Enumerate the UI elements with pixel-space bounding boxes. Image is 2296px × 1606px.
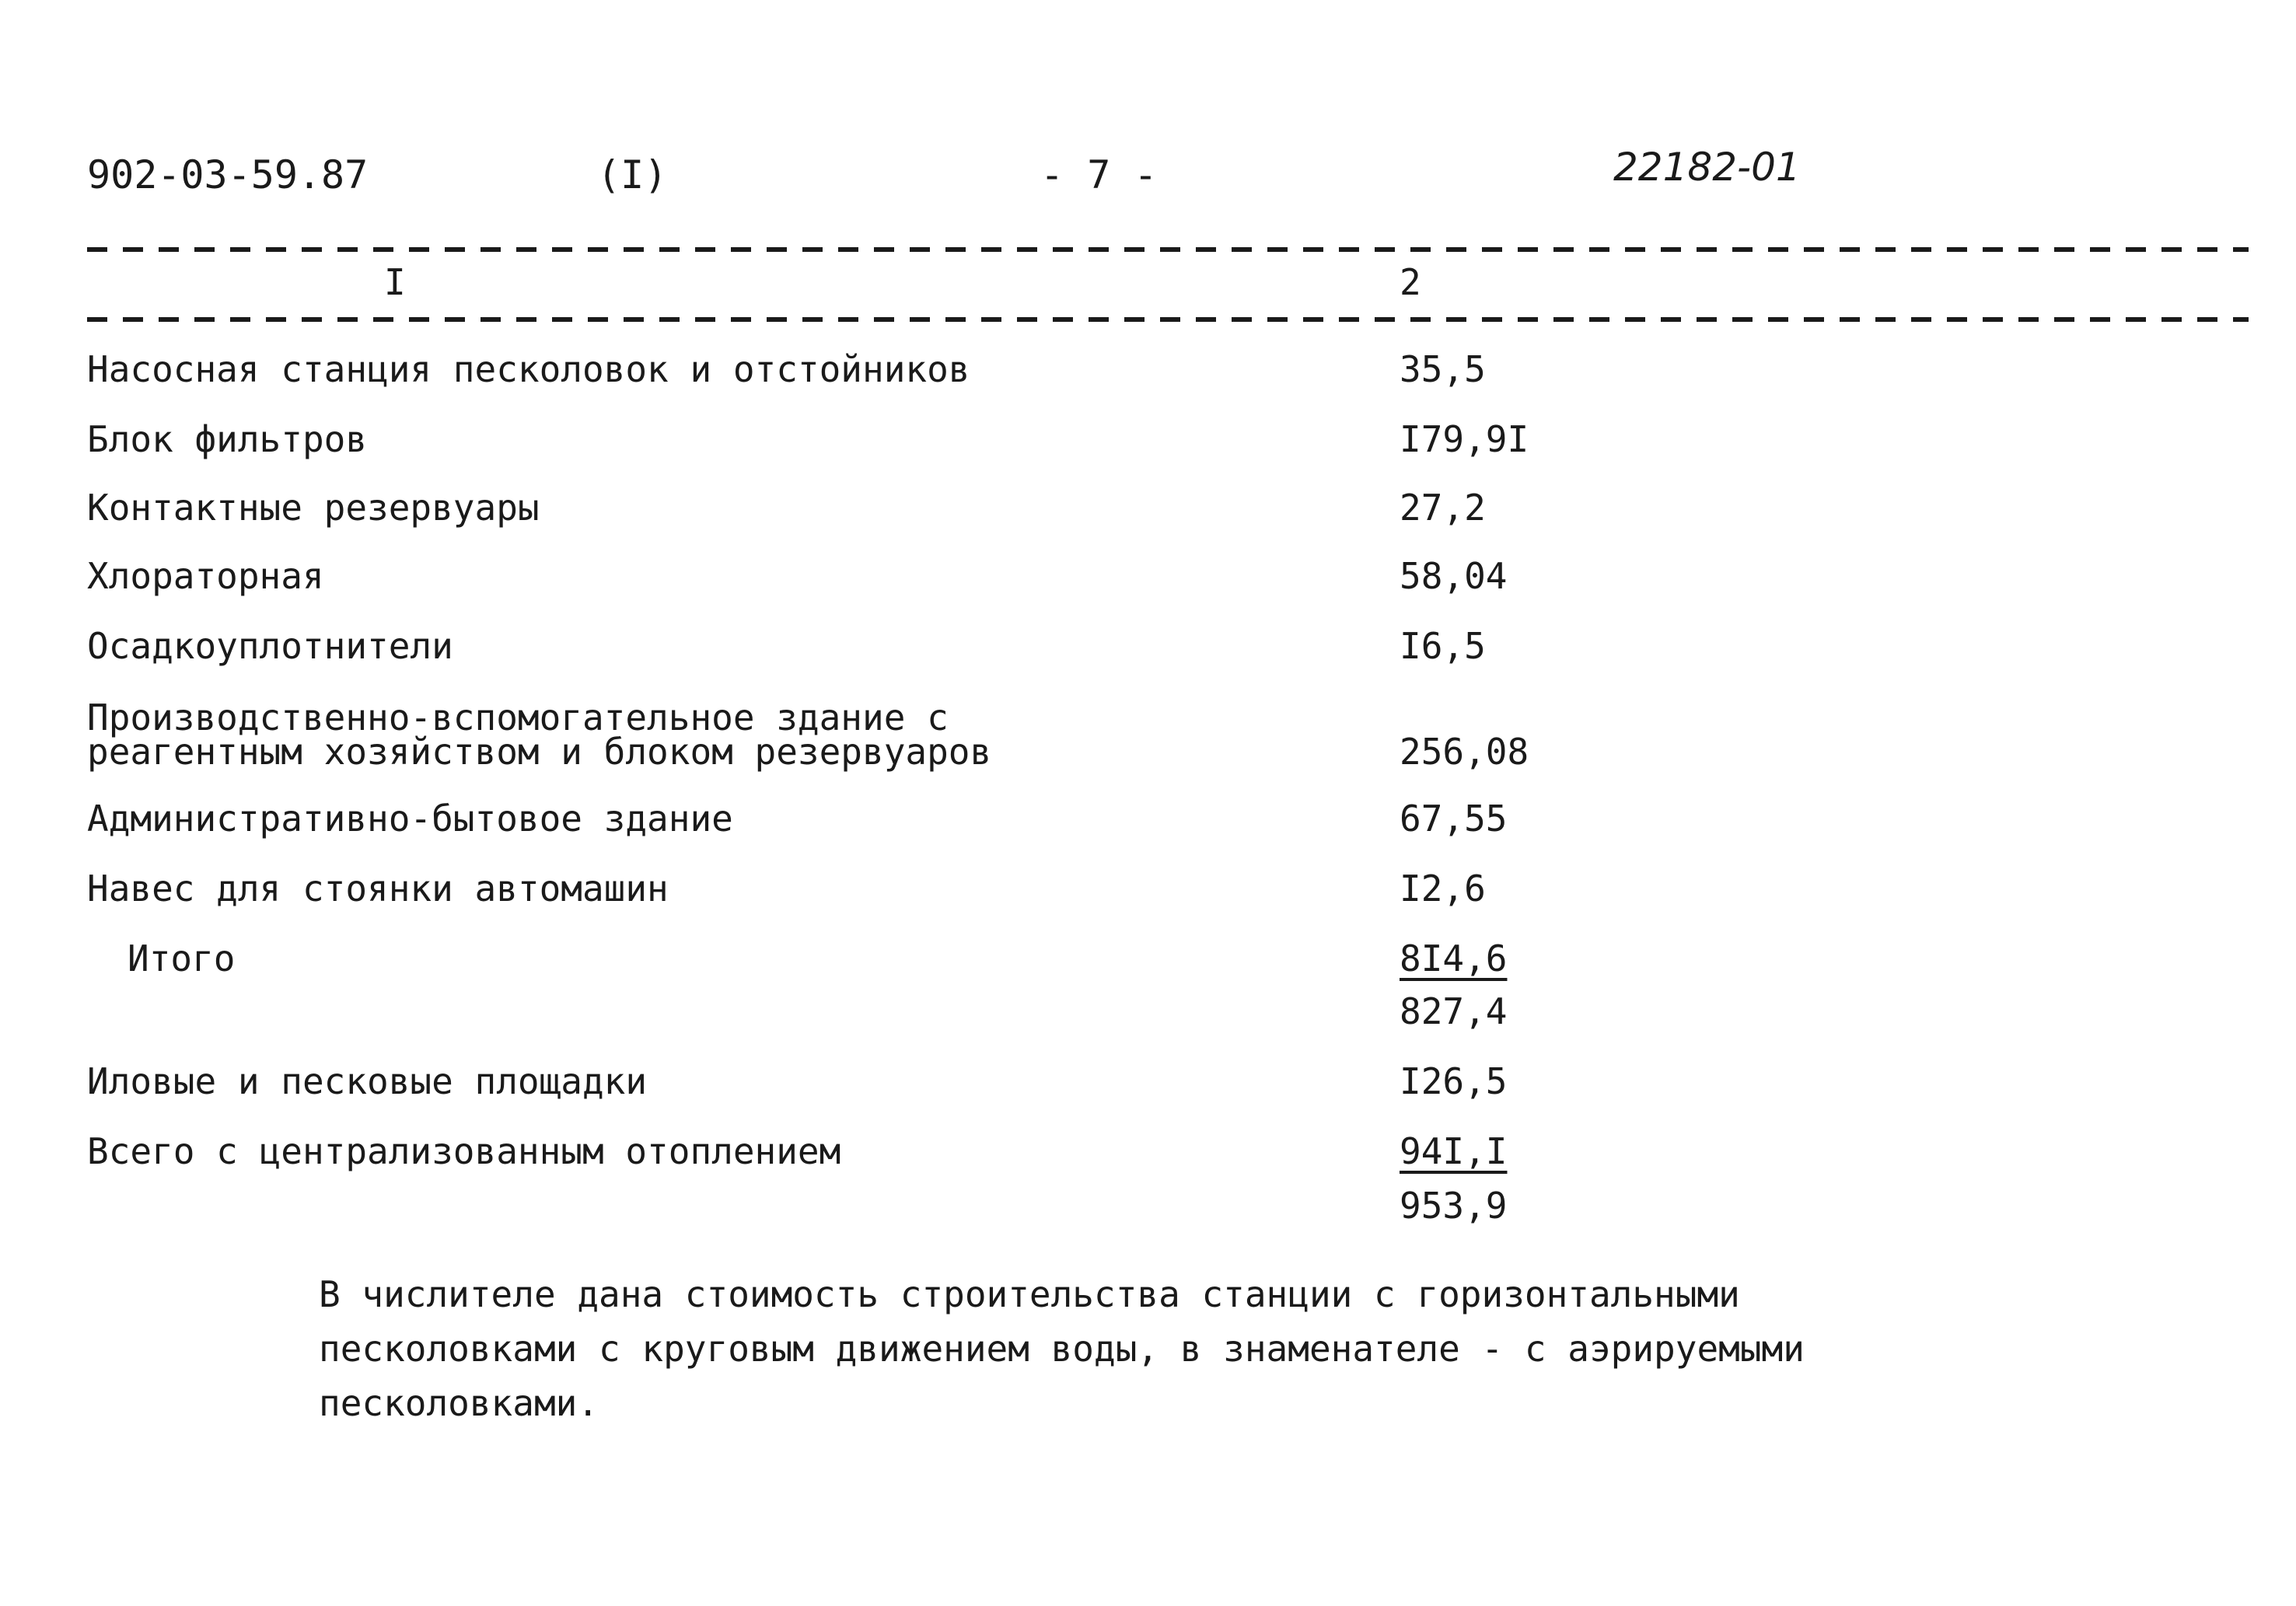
row-value: I26,5 [1400, 1060, 1508, 1102]
table-rule-top [87, 247, 2249, 252]
subtotal-numerator: 8I4,6 [1400, 937, 1508, 979]
row-label-continuation: реагентным хозяйством и блоком резервуаров [87, 731, 992, 773]
total-label: Всего с централизованным отоплением [87, 1130, 841, 1172]
row-label: Навес для стоянки автомашин [87, 868, 669, 909]
reference-number: 22182-01 [1613, 145, 1801, 190]
column-header-1: I [384, 261, 406, 303]
table-rule-bottom [87, 317, 2249, 322]
part-number: (I) [597, 152, 668, 197]
total-numerator: 94I,I [1400, 1130, 1508, 1172]
row-label: Контактные резервуары [87, 487, 540, 529]
row-value: 67,55 [1400, 798, 1508, 840]
row-value: 256,08 [1400, 731, 1529, 773]
page-number: - 7 - [1040, 152, 1158, 197]
row-label: Производственно-вспомогательное здание с [87, 697, 949, 738]
footnote: В числителе дана стоимость строительства станции с горизонтальными песколовками с круговым движением воды, в знаменателе - с аэрируемыми песколовками. [319, 1273, 1805, 1424]
row-value: 35,5 [1400, 348, 1486, 390]
row-value: I79,9I [1400, 418, 1529, 460]
row-label: Административно-бытовое здание [87, 798, 733, 840]
row-value: I2,6 [1400, 868, 1486, 909]
row-value: 58,04 [1400, 555, 1508, 597]
row-label: Насосная станция песколовок и отстойников [87, 348, 970, 390]
subtotal-label: Итого [128, 937, 236, 979]
row-label: Хлораторная [87, 555, 324, 597]
row-value: 27,2 [1400, 487, 1486, 529]
subtotal-denominator: 827,4 [1400, 990, 1508, 1032]
row-label: Блок фильтров [87, 418, 368, 460]
row-label: Иловые и песковые площадки [87, 1060, 648, 1102]
document-code: 902-03-59.87 [87, 152, 369, 197]
total-denominator: 953,9 [1400, 1185, 1508, 1227]
row-label: Осадкоуплотнители [87, 625, 453, 667]
column-header-2: 2 [1400, 261, 1421, 303]
row-value: I6,5 [1400, 625, 1486, 667]
